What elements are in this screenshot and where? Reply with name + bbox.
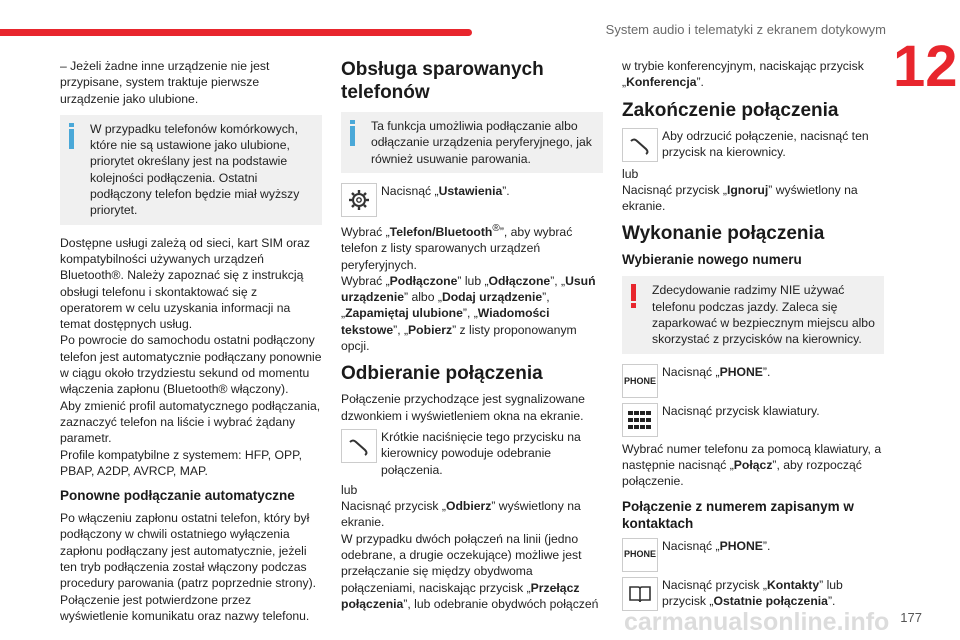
keypad-text: Nacisnąć przycisk klawiatury. [662, 403, 820, 418]
services-paragraph: Dostępne usługi zależą od sieci, kart SIM oraz kompatybilności używanych urządzeń Bluetooth®. Należy zapoznać się z instrukcją obsługi telefonu i skontaktować się z operatorem w celu uzyskania informacji na temat dostępnych usług. [60, 235, 310, 332]
reconnect-paragraph: Po powrocie do samochodu ostatni podłączony telefon jest automatycznie podłączany ponownie w ciągu około trzydziestu sekund od momentu włączenia zapłonu (Bluetooth® włączony). [60, 333, 322, 397]
keypad-icon [622, 403, 658, 437]
contacts-step: Nacisnąć przycisk „Kontakty” lub przycisk „Ostatnie połączenia”. [622, 577, 884, 611]
profile-paragraph: Aby zmienić profil automatycznego podłączania, zaznaczyć telefon na liście i wybrać żądany parametr. [60, 398, 321, 446]
section-heading: Ponowne podłączanie automatyczne [60, 488, 295, 504]
settings-gear-icon [341, 183, 377, 217]
steering-phone-icon [341, 429, 377, 463]
conference-text: w trybie konferencyjnym, naciskając przycisk „Konferencja”. [622, 59, 864, 90]
info-box [60, 115, 322, 225]
select-option-text: Wybrać „Podłączone” lub „Odłączone”, „Usuń urządzenie” albo „Dodaj urządzenie”, „Zapamiętaj ulubione”, „Wiadomości tekstowe”, „Pobierz” z listy proponowanym opcji. [341, 273, 596, 354]
warning-text: Zdecydowanie radzimy NIE używać telefonu podczas jazdy. Zaleca się zaparkować w bezpiecznym miejscu albo skorzystać z przycisków na kierownicy. [652, 283, 875, 347]
phone-button-icon: PHONE [622, 364, 658, 398]
or-text: lub [622, 166, 639, 181]
subsection-heading: Połączenie z numerem zapisanym w kontaktach [622, 498, 854, 531]
reject-step [622, 128, 884, 162]
watermark: carmanualsonline.info [624, 608, 890, 636]
column-3 [622, 58, 884, 615]
or-text: lub [341, 482, 358, 497]
keypad-step [622, 403, 884, 437]
column-2 [341, 58, 603, 612]
intro-text: – Jeżeli żadne inne urządzenie nie jest przypisane, system traktuje pierwsze urządzenie jako ulubione. [60, 59, 270, 106]
short-press-text: Krótkie naciśnięcie tego przycisku na kierownicy powoduje odebranie połączenia. [381, 429, 581, 477]
warning-icon [631, 284, 636, 308]
chapter-number: 12 [893, 34, 958, 99]
reject-text: Aby odrzucić połączenie, nacisnąć ten przycisk na kierownicy. [662, 128, 869, 159]
warning-box [622, 276, 884, 353]
subsection-heading: Wybieranie nowego numeru [622, 252, 802, 268]
select-phone-text: Wybrać „Telefon/Bluetooth®”, aby wybrać telefon z listy sparowanych urządzeń peryferyjnych. [341, 222, 573, 272]
info-text: W przypadku telefonów komórkowych, które nie są ustawione jako ulubione, priorytet określany jest na podstawie kolejności podłączenia. Ostatni podłączony telefon będzie miał wyższy priorytet. [90, 121, 300, 218]
two-calls-text: W przypadku dwóch połączeń na linii (jedno odebrane, a drugie oczekujące) możliwe jest przełączanie się między obydwoma połączeniami, naciskając przycisk „Przełącz połączenia”, lub odebranie obydwóch połączeń [341, 531, 599, 611]
section-heading: Obsługa sparowanych telefonów [341, 59, 544, 103]
section-heading: Zakończenie połączenia [622, 99, 839, 121]
info-text: Ta funkcja umożliwia podłączanie albo odłączanie urządzenia peryferyjnego, jak również usuwanie parowania. [371, 119, 592, 166]
answer-text: Nacisnąć przycisk „Odbierz” wyświetlony na ekranie. [341, 499, 581, 530]
receive-paragraph: Połączenie przychodzące jest sygnalizowane dzwonkiem i wyświetleniem okna na ekranie. [341, 392, 585, 423]
section-heading: Wykonanie połączenia [622, 223, 825, 245]
column-1 [60, 58, 322, 624]
page-number: 177 [900, 610, 922, 625]
profiles-paragraph: Profile kompatybilne z systemem: HFP, OPP, PBAP, A2DP, AVRCP, MAP. [60, 447, 303, 478]
section-heading: Odbieranie połączenia [341, 363, 543, 385]
dial-text: Wybrać numer telefonu za pomocą klawiatury, a następnie nacisnąć „Połącz”, aby rozpocząć połączenie. [622, 441, 882, 489]
phone-step: PHONE Nacisnąć „PHONE”. [622, 538, 884, 572]
info-icon [350, 120, 355, 146]
steering-phone-icon [622, 128, 658, 162]
ignore-text: Nacisnąć przycisk „Ignoruj” wyświetlony na ekranie. [622, 182, 858, 214]
contacts-book-icon [622, 577, 658, 611]
info-box [341, 112, 603, 173]
phone-step: PHONE Nacisnąć „PHONE”. [622, 364, 884, 398]
settings-step: Nacisnąć „Ustawienia”. [341, 183, 603, 217]
page-header-title: System audio i telematyki z ekranem dotykowym [605, 22, 886, 37]
answer-step [341, 429, 603, 478]
settings-label: Ustawienia [438, 183, 503, 198]
info-icon [69, 123, 74, 149]
auto-reconnect-paragraph: Po włączeniu zapłonu ostatni telefon, który był podłączony w chwili ostatniego wyłączenia zapłonu podłączany jest automatycznie, jeżeli ten tryb podłączenia został włączony podczas procedury parowania (patrz poprzednie strony). Połączenie jest potwierdzone przez wyświetlenie komunikatu oraz nazwy telefonu. [60, 511, 317, 623]
phone-button-icon: PHONE [622, 538, 658, 572]
header-red-bar [0, 29, 472, 36]
